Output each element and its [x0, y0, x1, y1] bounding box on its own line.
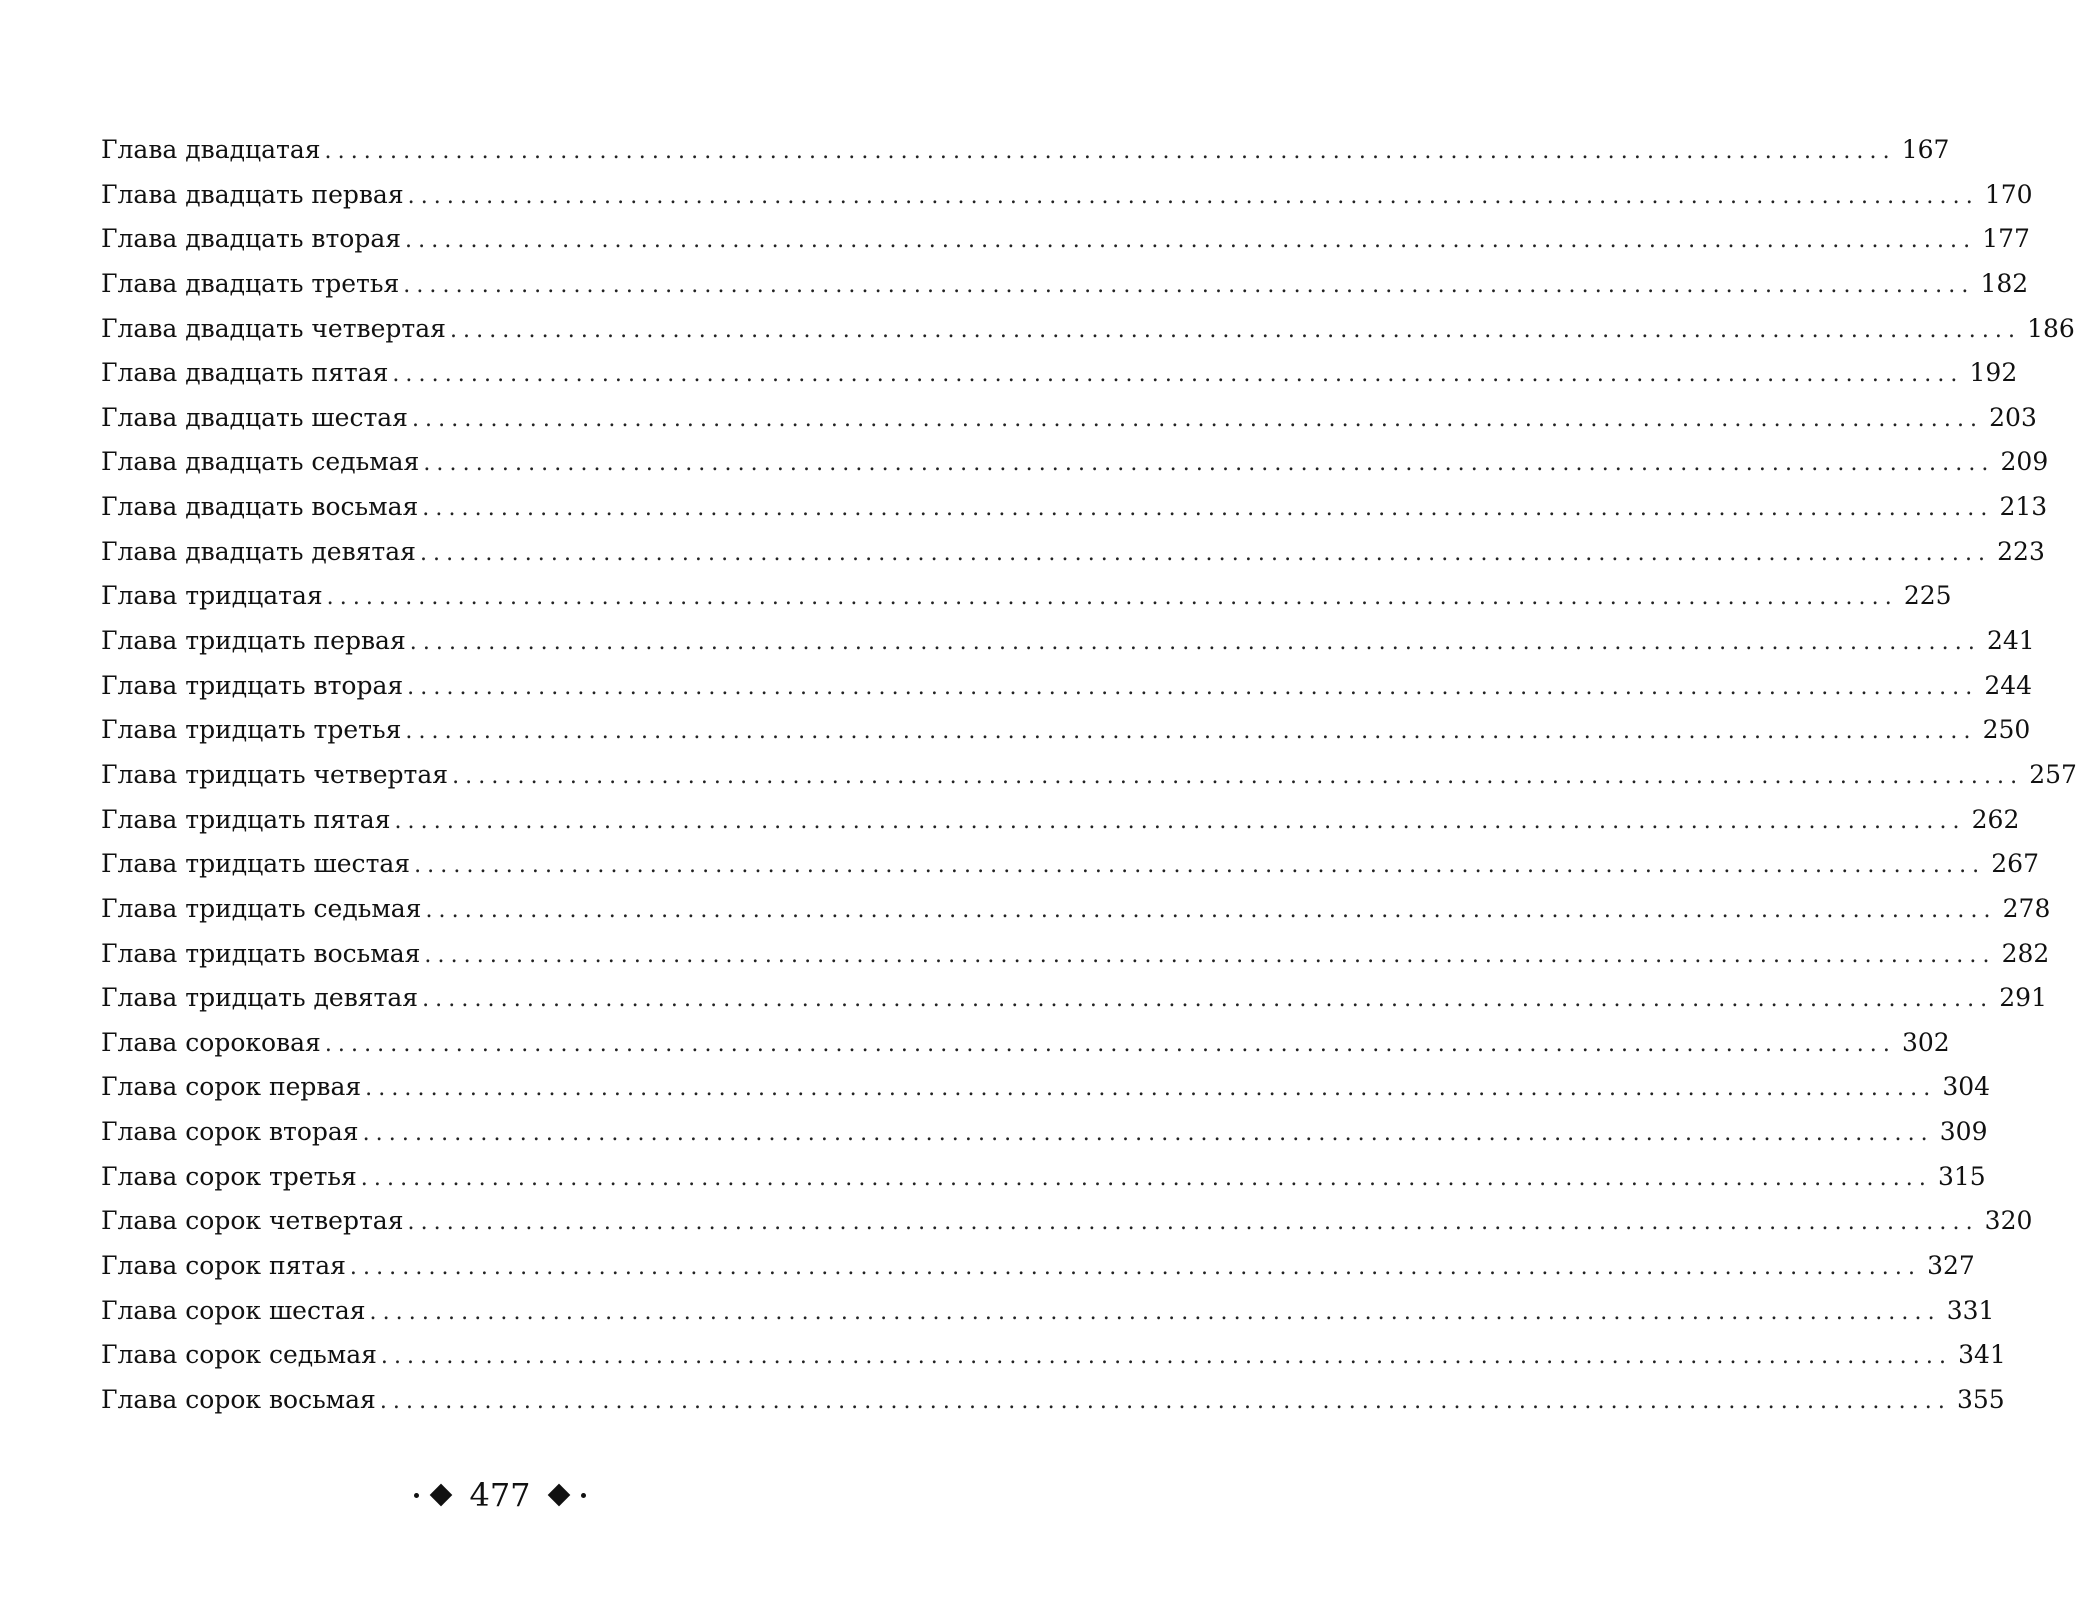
toc-entry	[101, 976, 2047, 1021]
toc-entry-title: Глава тридцать седьмая	[101, 893, 422, 923]
toc-dot-leader: ........................................................................................................................	[326, 585, 1898, 611]
toc-entry	[101, 1244, 1975, 1289]
toc-entry-title: Глава тридцать первая	[101, 626, 406, 656]
toc-dot-leader: ........................................................................................................................	[324, 1031, 1896, 1057]
toc-dot-leader: ........................................................................................................................	[407, 183, 1979, 209]
toc-entry-page: 304	[1942, 1072, 1991, 1102]
toc-entry-title: Глава тридцать восьмая	[101, 938, 421, 968]
toc-dot-leader: ........................................................................................................................	[423, 451, 1995, 477]
toc-entry-page: 320	[1984, 1206, 2033, 1236]
toc-entry	[101, 1289, 1995, 1334]
toc-dot-leader: ........................................................................................................................	[414, 853, 1986, 879]
page-number: 477	[469, 1476, 531, 1514]
toc-entry	[101, 217, 2030, 262]
toc-dot-leader: ........................................................................................................................	[409, 630, 1981, 656]
toc-entry-title: Глава тридцать девятая	[101, 983, 419, 1013]
toc-entry-page: 177	[1982, 224, 2030, 254]
toc-entry	[101, 396, 2037, 441]
toc-entry	[101, 128, 1950, 173]
toc-entry	[101, 262, 2029, 307]
toc-entry	[101, 842, 2039, 887]
toc-entry	[101, 887, 2051, 932]
toc-dot-leader: ........................................................................................................................	[392, 362, 1964, 388]
toc-dot-leader: ........................................................................................................................	[419, 540, 1992, 566]
toc-entry-page: 186	[2027, 313, 2075, 343]
toc-entry-title: Глава сорок восьмая	[101, 1384, 376, 1414]
toc-entry	[101, 307, 2075, 352]
dot-icon	[581, 1493, 586, 1498]
toc-entry-title: Глава двадцать шестая	[101, 402, 408, 432]
toc-entry	[101, 440, 2049, 485]
toc-dot-leader: ........................................................................................................................	[365, 1076, 1937, 1102]
toc-entry	[101, 932, 2050, 977]
toc-entry	[101, 619, 2035, 664]
toc-entry-page: 267	[1991, 849, 2039, 879]
dot-icon	[414, 1493, 419, 1498]
toc-dot-leader: ........................................................................................................................	[407, 674, 1979, 700]
page-folio	[0, 1470, 1000, 1520]
toc-entry	[101, 1021, 1950, 1066]
toc-entry-title: Глава тридцать третья	[101, 715, 402, 745]
toc-dot-leader: ........................................................................................................................	[411, 406, 1984, 432]
toc-entry-title: Глава двадцать седьмая	[101, 447, 420, 477]
toc-entry-title: Глава тридцатая	[101, 581, 323, 611]
toc-entry	[101, 664, 2033, 709]
toc-entry-title: Глава двадцать четвертая	[101, 313, 446, 343]
toc-entry-page: 302	[1902, 1027, 1950, 1057]
toc-entry	[101, 351, 2018, 396]
toc-entry-title: Глава тридцать шестая	[101, 849, 411, 879]
diamond-icon	[430, 1484, 453, 1507]
toc-entry-title: Глава сорок седьмая	[101, 1340, 377, 1370]
toc-dot-leader: ........................................................................................................................	[405, 719, 1977, 745]
toc-entry-page: 182	[1980, 268, 2029, 298]
toc-entry-page: 341	[1958, 1340, 2006, 1370]
toc-entry	[101, 1065, 1991, 1110]
toc-entry	[101, 753, 2077, 798]
toc-entry	[101, 1378, 2005, 1423]
toc-dot-leader: ........................................................................................................................	[405, 228, 1977, 254]
toc-entry-page: 355	[1957, 1384, 2005, 1414]
toc-entry-page: 223	[1997, 536, 2045, 566]
toc-entry-page: 327	[1927, 1251, 1975, 1281]
toc-entry-title: Глава сороковая	[101, 1027, 321, 1057]
toc-entry-title: Глава двадцать девятая	[101, 536, 416, 566]
toc-dot-leader: ........................................................................................................................	[360, 1165, 1932, 1191]
toc-entry	[101, 1110, 1988, 1155]
toc-entry	[101, 798, 2020, 843]
toc-dot-leader: ........................................................................................................................	[425, 897, 1997, 923]
toc-entry	[101, 1199, 2033, 1244]
toc-dot-leader: ........................................................................................................................	[407, 1210, 1979, 1236]
toc-entry-page: 331	[1946, 1295, 1995, 1325]
toc-entry-title: Глава двадцать третья	[101, 268, 400, 298]
toc-entry-title: Глава двадцатая	[101, 135, 321, 164]
toc-entry	[101, 1155, 1986, 1200]
toc-dot-leader: ........................................................................................................................	[424, 942, 1996, 968]
toc-entry-title: Глава сорок шестая	[101, 1295, 366, 1325]
toc-entry-page: 213	[1999, 492, 2048, 522]
toc-entry-title: Глава двадцать восьмая	[101, 492, 419, 522]
toc-entry-page: 241	[1986, 626, 2035, 656]
toc-entry-page: 315	[1937, 1161, 1986, 1191]
toc-entry-title: Глава двадцать первая	[101, 179, 404, 209]
toc-entry-page: 203	[1989, 402, 2037, 432]
toc-entry-title: Глава тридцать пятая	[101, 804, 391, 834]
toc-entry-title: Глава сорок первая	[101, 1072, 362, 1102]
toc-entry	[101, 1333, 2006, 1378]
toc-entry	[101, 574, 1952, 619]
toc-dot-leader: ........................................................................................................................	[403, 272, 1975, 298]
toc-dot-leader: ........................................................................................................................	[452, 763, 2024, 789]
toc-entry	[101, 485, 2048, 530]
toc-dot-leader: ........................................................................................................................	[394, 808, 1966, 834]
toc-entry-title: Глава сорок третья	[101, 1161, 357, 1191]
toc-entry-page: 250	[1982, 715, 2031, 745]
toc-dot-leader: ........................................................................................................................	[324, 139, 1896, 164]
toc-entry-page: 209	[2000, 447, 2049, 477]
toc-entry-title: Глава тридцать четвертая	[101, 759, 449, 789]
toc-dot-leader: ........................................................................................................................	[349, 1255, 1922, 1281]
toc-entry-title: Глава сорок пятая	[101, 1251, 346, 1281]
toc-dot-leader: ........................................................................................................................	[379, 1388, 1951, 1414]
toc-dot-leader: ........................................................................................................................	[422, 987, 1994, 1013]
toc-entry	[101, 530, 2045, 575]
toc-entry	[101, 173, 2033, 218]
toc-entry-page: 262	[1971, 804, 2020, 834]
toc-entry-title: Глава двадцать вторая	[101, 224, 402, 254]
toc-dot-leader: ........................................................................................................................	[362, 1121, 1934, 1147]
diamond-icon	[547, 1484, 570, 1507]
toc-entry-page: 291	[1999, 983, 2047, 1013]
toc-entry-title: Глава двадцать пятая	[101, 358, 389, 388]
table-of-contents	[101, 128, 2077, 1423]
toc-entry-page: 170	[1984, 179, 2033, 209]
toc-dot-leader: ........................................................................................................................	[369, 1299, 1941, 1325]
toc-entry-page: 309	[1939, 1117, 1988, 1147]
toc-entry-page: 257	[2029, 759, 2077, 789]
toc-entry-page: 282	[2001, 938, 2050, 968]
toc-entry	[101, 708, 2031, 753]
toc-entry-page: 225	[1903, 581, 1952, 611]
toc-dot-leader: ........................................................................................................................	[449, 317, 2022, 343]
toc-entry-title: Глава тридцать вторая	[101, 670, 404, 700]
toc-entry-title: Глава сорок четвертая	[101, 1206, 404, 1236]
toc-dot-leader: ........................................................................................................................	[380, 1344, 1953, 1370]
toc-dot-leader: ........................................................................................................................	[422, 496, 1994, 522]
toc-entry-page: 278	[2002, 893, 2051, 923]
toc-entry-page: 167	[1901, 135, 1950, 164]
toc-entry-title: Глава сорок вторая	[101, 1117, 359, 1147]
toc-entry-page: 192	[1969, 358, 2018, 388]
toc-entry-page: 244	[1984, 670, 2033, 700]
